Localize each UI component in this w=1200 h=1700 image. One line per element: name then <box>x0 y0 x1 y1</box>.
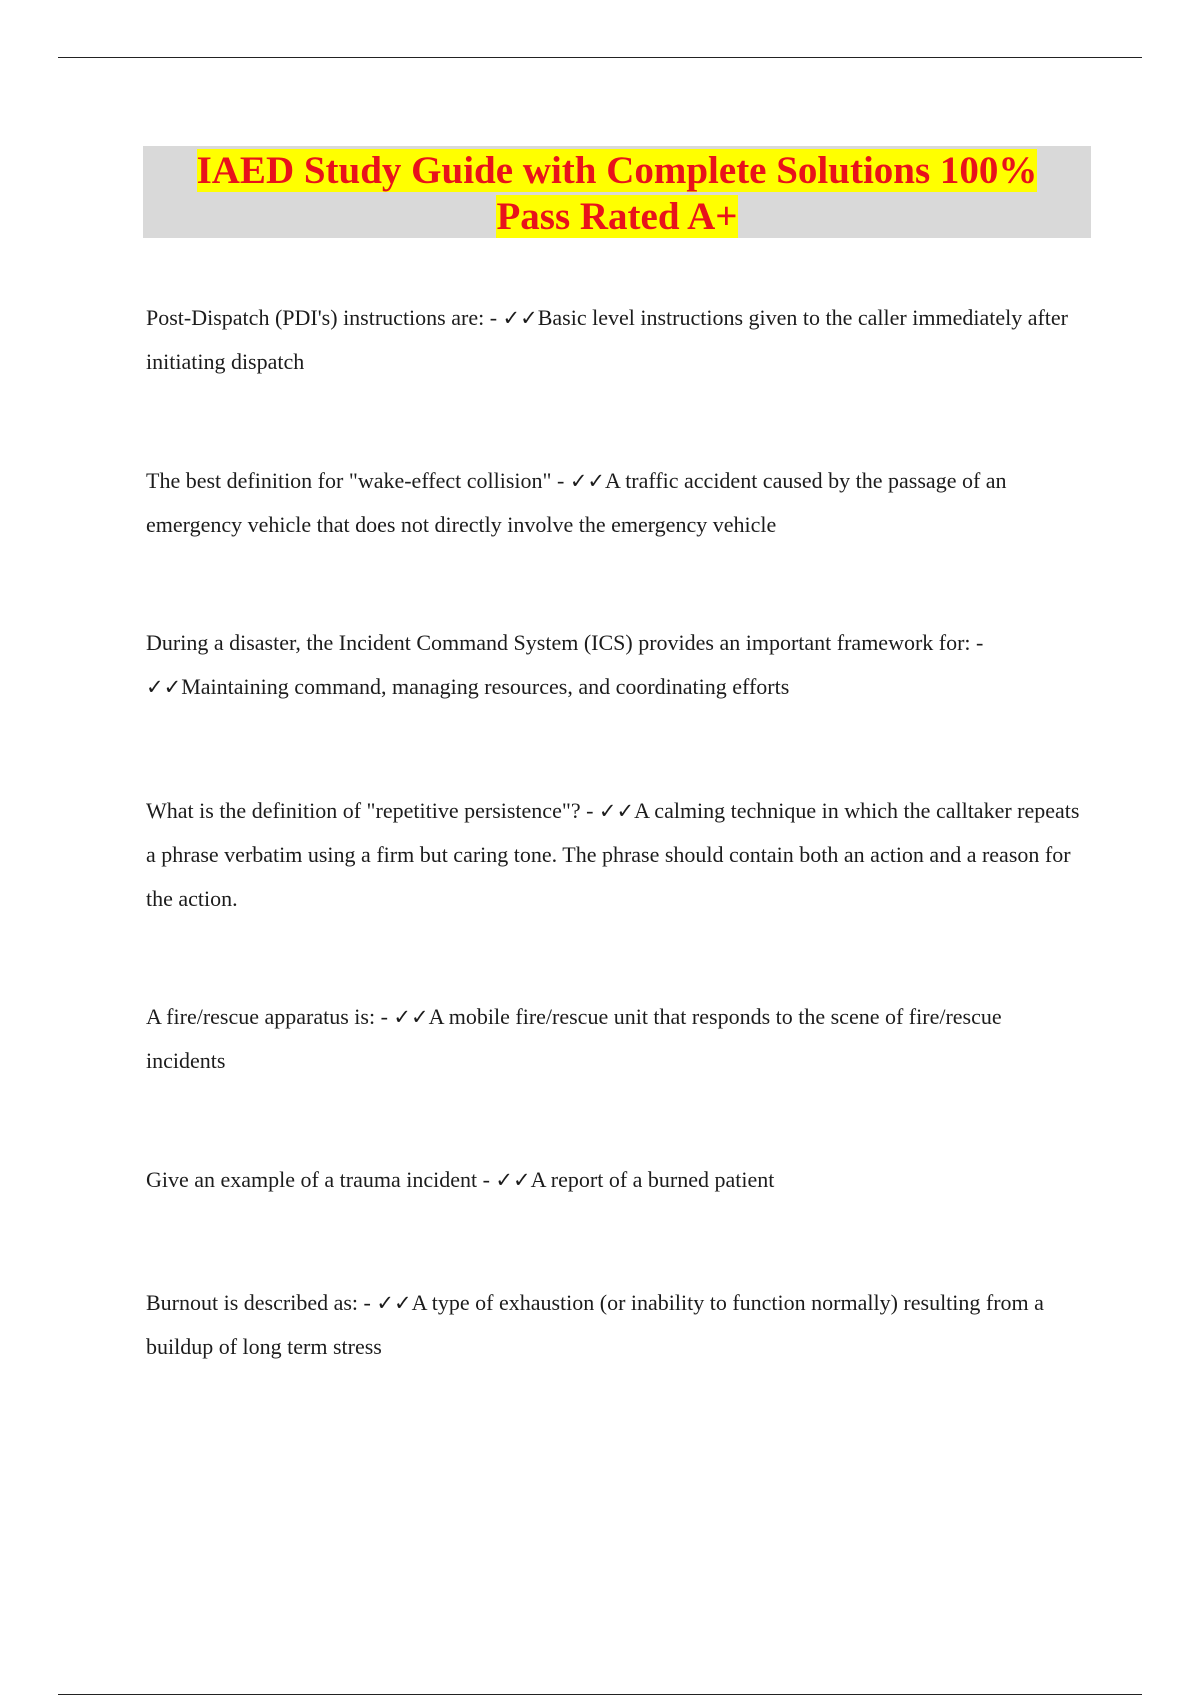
qa-item-2 <box>146 459 1086 547</box>
double-check-icon: ✓✓ <box>495 1168 531 1192</box>
double-check-icon: ✓✓ <box>146 675 182 699</box>
double-check-icon: ✓✓ <box>502 306 538 330</box>
double-check-icon: ✓✓ <box>569 469 606 493</box>
qa-item-7 <box>146 1281 1086 1369</box>
question-text: A fire/rescue apparatus is: - <box>146 1004 394 1029</box>
document-title-banner <box>143 146 1091 238</box>
question-text: The best definition for "wake-effect collision" - <box>146 468 570 493</box>
question-text: What is the definition of "repetitive persistence"? - <box>146 798 599 823</box>
document-title-line-1: IAED Study Guide with Complete Solutions 100% <box>196 149 1038 192</box>
answer-text: Basic level instructions given to the caller immediately after initiating dispatch <box>146 305 1069 374</box>
answer-text: Maintaining command, managing resources, and coordinating efforts <box>181 674 790 699</box>
question-text: Post-Dispatch (PDI's) instructions are: - <box>146 305 503 330</box>
qa-item-3 <box>146 621 1086 709</box>
question-text: Burnout is described as: - <box>146 1290 377 1315</box>
qa-item-6 <box>146 1158 1086 1202</box>
answer-text: A traffic accident caused by the passage of an emergency vehicle that does not directly involve the emergency vehicle <box>146 468 1007 537</box>
qa-item-5 <box>146 995 1086 1083</box>
answer-text: A type of exhaustion (or inability to function normally) resulting from a buildup of long term stress <box>146 1290 1044 1359</box>
double-check-icon: ✓✓ <box>393 1005 429 1029</box>
double-check-icon: ✓✓ <box>376 1291 412 1315</box>
answer-text: A report of a burned patient <box>530 1167 775 1192</box>
double-check-icon: ✓✓ <box>598 799 635 823</box>
answer-text: A mobile fire/rescue unit that responds to the scene of fire/rescue incidents <box>146 1004 1002 1073</box>
top-divider <box>58 57 1142 58</box>
question-text: Give an example of a trauma incident - <box>146 1167 496 1192</box>
answer-text: A calming technique in which the calltaker repeats a phrase verbatim using a firm but caring tone. The phrase should contain both an action and a reason for the action. <box>146 798 1080 911</box>
qa-item-4 <box>146 789 1086 921</box>
document-title-line-2: Pass Rated A+ <box>496 195 738 238</box>
question-text: During a disaster, the Incident Command System (ICS) provides an important framework for: - <box>146 630 984 655</box>
bottom-divider <box>58 1694 1142 1695</box>
qa-item-1 <box>146 296 1086 384</box>
